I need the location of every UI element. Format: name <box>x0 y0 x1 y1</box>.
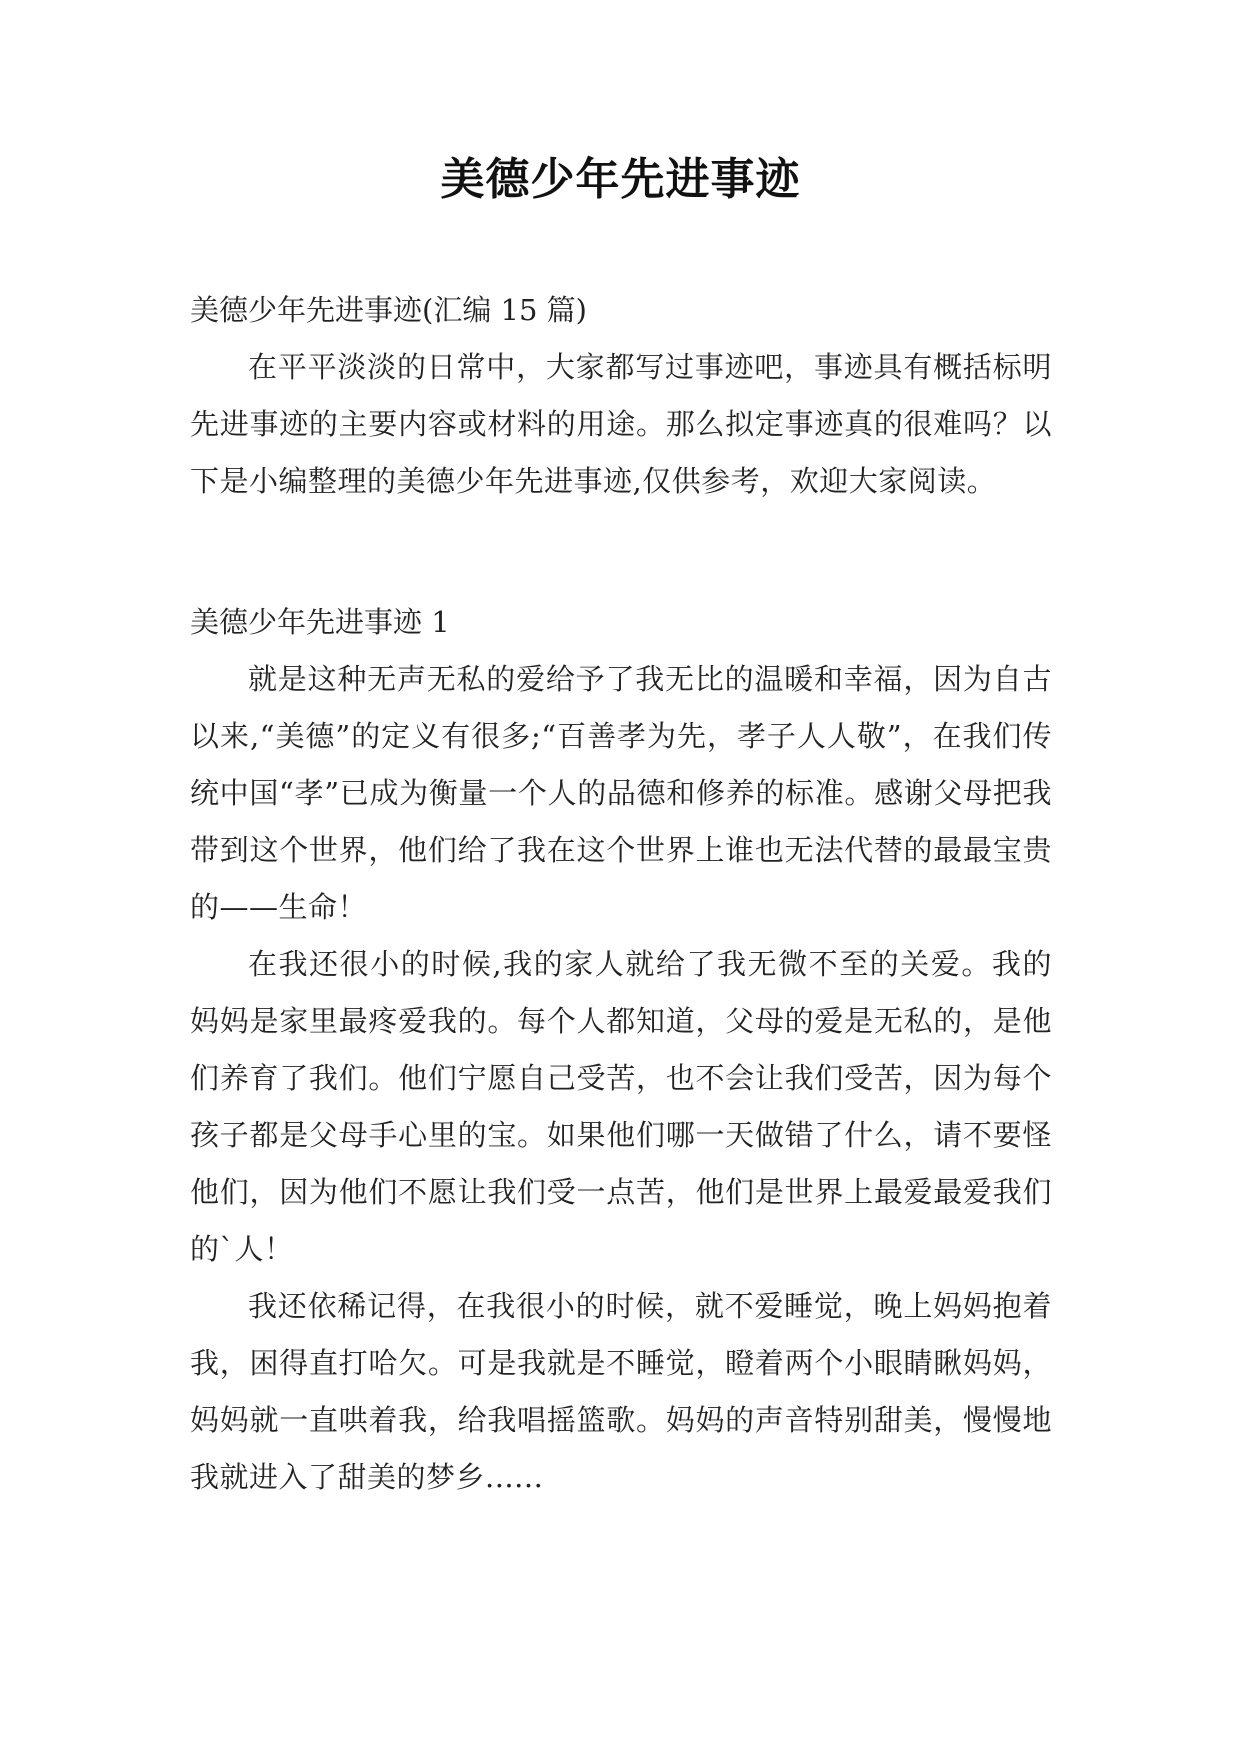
document-subtitle: 美德少年先进事迹(汇编 15 篇) <box>190 293 587 327</box>
section-heading: 美德少年先进事迹 1 <box>190 605 450 639</box>
document-title: 美德少年先进事迹 <box>440 154 801 205</box>
body-paragraph: 在我还很小的时候,我的家人就给了我无微不至的关爱。我的妈妈是家里最疼爱我的。每个人都知道，父母的爱是无私的，是他们养育了我们。他们宁愿自己受苦，也不会让我们受苦，因为每个孩子都是父母手心里的宝。如果他们哪一天做错了什么，请不要怪他们，因为他们不愿让我们受一点苦，他们是世界上最爱最爱我们的`人！ <box>190 947 1052 1266</box>
intro-paragraph: 在平平淡淡的日常中，大家都写过事迹吧，事迹具有概括标明先进事迹的主要内容或材料的用途。那么拟定事迹真的很难吗？以下是小编整理的美德少年先进事迹,仅供参考，欢迎大家阅读。 <box>190 350 1052 498</box>
document-body <box>190 282 1052 1506</box>
body-paragraph: 就是这种无声无私的爱给予了我无比的温暖和幸福，因为自古以来,“美德”的定义有很多;“百善孝为先，孝子人人敬”，在我们传统中国“孝”已成为衡量一个人的品德和修养的标准。感谢父母把我带到这个世界，他们给了我在这个世界上谁也无法代替的最最宝贵的——生命！ <box>190 662 1052 924</box>
body-paragraph: 我还依稀记得，在我很小的时候，就不爱睡觉，晚上妈妈抱着我，困得直打哈欠。可是我就是不睡觉，瞪着两个小眼睛瞅妈妈，妈妈就一直哄着我，给我唱摇篮歌。妈妈的声音特别甜美，慢慢地我就进入了甜美的梦乡...... <box>190 1289 1052 1494</box>
